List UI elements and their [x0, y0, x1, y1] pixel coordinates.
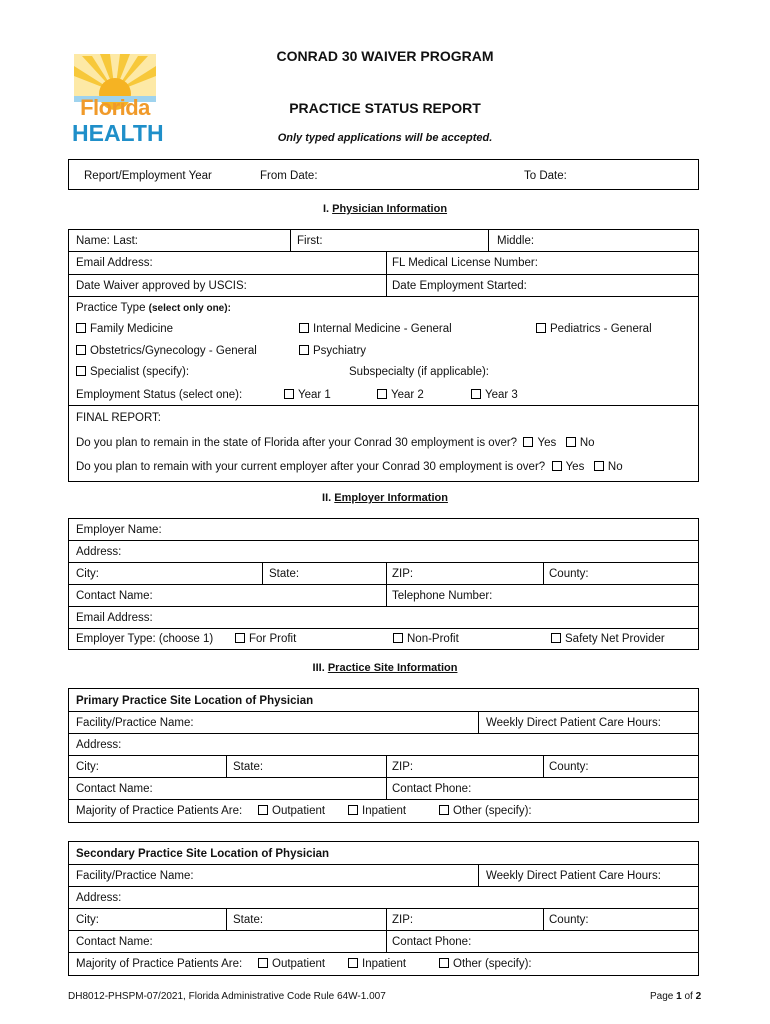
- year-3-option[interactable]: Year 3: [471, 388, 518, 402]
- family-medicine-checkbox[interactable]: [76, 323, 86, 333]
- employer-city-field[interactable]: City:: [76, 568, 99, 580]
- remain-florida-yes-checkbox[interactable]: [523, 437, 533, 447]
- non-profit-option[interactable]: Non-Profit: [393, 632, 459, 646]
- section-3-heading: III. Practice Site Information: [312, 662, 458, 674]
- year-2-option[interactable]: Year 2: [377, 388, 424, 402]
- psychiatry-option[interactable]: Psychiatry: [299, 344, 366, 358]
- waiver-date-field[interactable]: Date Waiver approved by USCIS:: [76, 280, 247, 292]
- year-3-checkbox[interactable]: [471, 389, 481, 399]
- program-title: CONRAD 30 WAIVER PROGRAM: [276, 48, 494, 64]
- page-number: Page 1 of 2: [650, 991, 702, 1002]
- primary-other-checkbox[interactable]: [439, 805, 449, 815]
- subspecialty-field[interactable]: Subspecialty (if applicable):: [349, 366, 489, 378]
- primary-inpatient-checkbox[interactable]: [348, 805, 358, 815]
- year-1-checkbox[interactable]: [284, 389, 294, 399]
- remain-employer-no-checkbox[interactable]: [594, 461, 604, 471]
- specialist-option[interactable]: Specialist (specify):: [76, 365, 189, 379]
- employer-contact-name-field[interactable]: Contact Name:: [76, 590, 153, 602]
- report-title: PRACTICE STATUS REPORT: [289, 100, 481, 116]
- primary-address-field[interactable]: Address:: [76, 739, 122, 751]
- employment-status-label: Employment Status (select one):: [76, 389, 243, 401]
- first-name-field[interactable]: First:: [297, 235, 323, 247]
- secondary-weekly-hours-field[interactable]: Weekly Direct Patient Care Hours:: [486, 870, 661, 882]
- obgyn-option[interactable]: Obstetrics/Gynecology - General: [76, 344, 257, 358]
- from-date-field[interactable]: From Date:: [260, 170, 318, 182]
- primary-inpatient-option[interactable]: Inpatient: [348, 804, 406, 818]
- to-date-field[interactable]: To Date:: [524, 170, 567, 182]
- for-profit-option[interactable]: For Profit: [235, 632, 296, 646]
- internal-medicine-option[interactable]: Internal Medicine - General: [299, 322, 452, 336]
- primary-facility-name-field[interactable]: Facility/Practice Name:: [76, 717, 194, 729]
- family-medicine-option[interactable]: Family Medicine: [76, 322, 173, 336]
- remain-florida-question: Do you plan to remain in the state of Florida after your Conrad 30 employment is over? Yes No: [76, 437, 595, 449]
- primary-site-heading: Primary Practice Site Location of Physician: [76, 695, 314, 707]
- primary-other-option[interactable]: Other (specify):: [439, 804, 532, 818]
- section-1-heading: I. Physician Information: [322, 203, 448, 215]
- report-year-field[interactable]: Report/Employment Year: [84, 170, 212, 182]
- secondary-site-heading: Secondary Practice Site Location of Physician: [76, 848, 330, 860]
- secondary-address-field[interactable]: Address:: [76, 892, 122, 904]
- secondary-inpatient-checkbox[interactable]: [348, 958, 358, 968]
- primary-weekly-hours-field[interactable]: Weekly Direct Patient Care Hours:: [486, 717, 661, 729]
- secondary-facility-name-field[interactable]: Facility/Practice Name:: [76, 870, 194, 882]
- employer-state-field[interactable]: State:: [269, 568, 300, 580]
- secondary-zip-field[interactable]: ZIP:: [392, 914, 414, 926]
- primary-county-field[interactable]: County:: [549, 761, 589, 773]
- employer-zip-field[interactable]: ZIP:: [392, 568, 414, 580]
- secondary-outpatient-checkbox[interactable]: [258, 958, 268, 968]
- psychiatry-checkbox[interactable]: [299, 345, 309, 355]
- safety-net-option[interactable]: Safety Net Provider: [551, 632, 665, 646]
- primary-state-field[interactable]: State:: [233, 761, 264, 773]
- secondary-contact-name-field[interactable]: Contact Name:: [76, 936, 153, 948]
- non-profit-checkbox[interactable]: [393, 633, 403, 643]
- employment-started-field[interactable]: Date Employment Started:: [392, 280, 527, 292]
- secondary-other-checkbox[interactable]: [439, 958, 449, 968]
- primary-city-field[interactable]: City:: [76, 761, 99, 773]
- safety-net-checkbox[interactable]: [551, 633, 561, 643]
- for-profit-checkbox[interactable]: [235, 633, 245, 643]
- secondary-outpatient-option[interactable]: Outpatient: [258, 957, 325, 971]
- obgyn-checkbox[interactable]: [76, 345, 86, 355]
- employer-name-field[interactable]: Employer Name:: [76, 524, 162, 536]
- logo-florida-text: Florida: [80, 95, 150, 120]
- last-name-field[interactable]: Name: Last:: [76, 235, 138, 247]
- employer-county-field[interactable]: County:: [549, 568, 589, 580]
- secondary-other-option[interactable]: Other (specify):: [439, 957, 532, 971]
- physician-email-field[interactable]: Email Address:: [76, 257, 153, 269]
- secondary-contact-phone-field[interactable]: Contact Phone:: [392, 936, 472, 948]
- logo-health-text: HEALTH: [72, 120, 164, 146]
- year-1-option[interactable]: Year 1: [284, 388, 331, 402]
- middle-name-field[interactable]: Middle:: [497, 235, 535, 247]
- license-number-field[interactable]: FL Medical License Number:: [392, 257, 538, 269]
- primary-contact-name-field[interactable]: Contact Name:: [76, 783, 153, 795]
- section-2-heading: II. Employer Information: [322, 492, 448, 504]
- form-id-footer: DH8012-PHSPM-07/2021, Florida Administrative Code Rule 64W-1.007: [68, 991, 386, 1002]
- pediatrics-option[interactable]: Pediatrics - General: [536, 322, 652, 336]
- secondary-state-field[interactable]: State:: [233, 914, 264, 926]
- primary-outpatient-option[interactable]: Outpatient: [258, 804, 325, 818]
- primary-zip-field[interactable]: ZIP:: [392, 761, 414, 773]
- specialist-checkbox[interactable]: [76, 366, 86, 376]
- primary-outpatient-checkbox[interactable]: [258, 805, 268, 815]
- employer-address-field[interactable]: Address:: [76, 546, 122, 558]
- practice-type-label: Practice Type (select only one):: [76, 302, 231, 314]
- pediatrics-checkbox[interactable]: [536, 323, 546, 333]
- employer-type-label: Employer Type: (choose 1): [76, 633, 214, 645]
- internal-medicine-checkbox[interactable]: [299, 323, 309, 333]
- secondary-inpatient-option[interactable]: Inpatient: [348, 957, 406, 971]
- primary-majority-label: Majority of Practice Patients Are:: [76, 805, 243, 817]
- primary-contact-phone-field[interactable]: Contact Phone:: [392, 783, 472, 795]
- secondary-county-field[interactable]: County:: [549, 914, 589, 926]
- employer-telephone-field[interactable]: Telephone Number:: [392, 590, 493, 602]
- employer-email-field[interactable]: Email Address:: [76, 612, 153, 624]
- remain-employer-question: Do you plan to remain with your current employer after your Conrad 30 employment is over? Yes No: [76, 461, 623, 473]
- typed-note: Only typed applications will be accepted.: [277, 132, 493, 144]
- final-report-label: FINAL REPORT:: [76, 412, 161, 424]
- secondary-city-field[interactable]: City:: [76, 914, 99, 926]
- year-2-checkbox[interactable]: [377, 389, 387, 399]
- remain-employer-yes-checkbox[interactable]: [552, 461, 562, 471]
- secondary-majority-label: Majority of Practice Patients Are:: [76, 958, 243, 970]
- remain-florida-no-checkbox[interactable]: [566, 437, 576, 447]
